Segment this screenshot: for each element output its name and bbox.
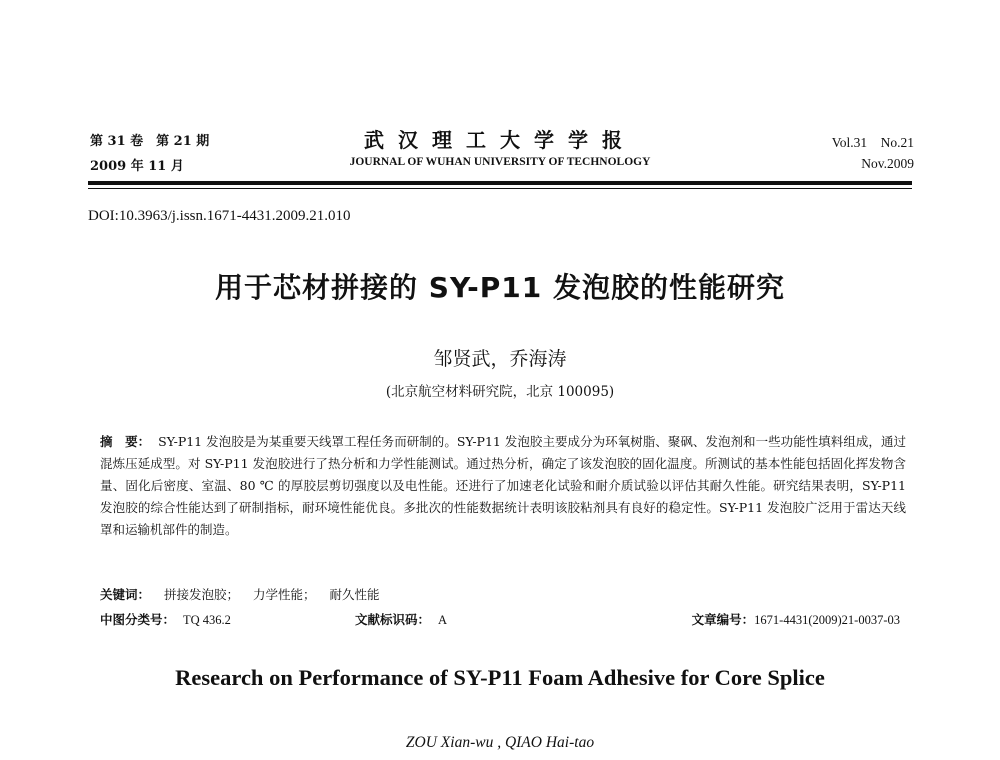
article-number bbox=[692, 610, 900, 628]
header-rule-thin bbox=[88, 188, 912, 189]
keywords-label: 关键词： bbox=[100, 587, 151, 602]
doc-code-label: 文献标识码： bbox=[355, 612, 431, 627]
abstract-text: SY-P11 发泡胶是为某重要天线罩工程任务而研制的。SY-P11 发泡胶主要成分为环氧树脂、聚砜、发泡剂和一些功能性填料组成，通过混炼压延成型。对 SY-P11 发泡胶进行了热分析和力学性能测试。通过热分析，确定了该发泡胶的固化温度。所测试的基本性能包括固化挥发物含量、固化后密度、室温、80 ℃ 的厚胶层剪切强度以及电性能。还进行了加速老化试验和耐介质试验以评估其耐久性能。研究结果表明，SY-P11 发泡胶的综合性能达到了研制指标，耐环境性能优良。多批次的性能数据统计表明该胶粘剂具有良好的稳定性。SY-P11 发泡胶广泛用于雷达天线罩和运输机部件的制造。 bbox=[100, 434, 906, 537]
article-no-label: 文章编号： bbox=[691, 612, 755, 627]
keyword-item: 力学性能； bbox=[253, 587, 316, 602]
journal-title-cn: 武汉理工大学学报 bbox=[364, 128, 636, 152]
article-no-value: 1671-4431(2009)21-0037-03 bbox=[754, 613, 900, 627]
keyword-item: 拼接发泡胶； bbox=[164, 587, 240, 602]
keyword-item: 耐久性能 bbox=[329, 587, 380, 602]
authors-cn: 邹贤武，乔海涛 bbox=[433, 348, 567, 370]
volume-issue-en: Vol.31 No.21 bbox=[831, 135, 914, 150]
document-code bbox=[355, 610, 447, 628]
article-title-en: Research on Performance of SY-P11 Foam Adhesive for Core Splice bbox=[175, 665, 825, 690]
date-cn: 2009 年 11 月 bbox=[90, 159, 184, 174]
clc-number bbox=[100, 610, 231, 628]
journal-title-en: JOURNAL OF WUHAN UNIVERSITY OF TECHNOLOGY bbox=[349, 156, 651, 168]
abstract bbox=[100, 431, 906, 541]
article-title-cn: 用于芯材拼接的 SY-P11 发泡胶的性能研究 bbox=[215, 271, 785, 304]
date-en: Nov.2009 bbox=[861, 156, 914, 171]
authors-en: ZOU Xian-wu , QIAO Hai-tao bbox=[405, 734, 595, 751]
clc-value: TQ 436.2 bbox=[183, 613, 231, 627]
header-rule-thick bbox=[88, 181, 912, 185]
clc-label: 中图分类号： bbox=[100, 612, 176, 627]
doi: DOI:10.3963/j.issn.1671-4431.2009.21.010 bbox=[88, 208, 351, 224]
keywords bbox=[100, 585, 380, 603]
affiliation-cn: (北京航空材料研究院，北京 100095) bbox=[385, 384, 615, 400]
abstract-label: 摘 要： bbox=[100, 434, 151, 449]
volume-issue-cn: 第 31 卷 第 21 期 bbox=[90, 134, 210, 149]
doc-code-value: A bbox=[438, 613, 448, 627]
